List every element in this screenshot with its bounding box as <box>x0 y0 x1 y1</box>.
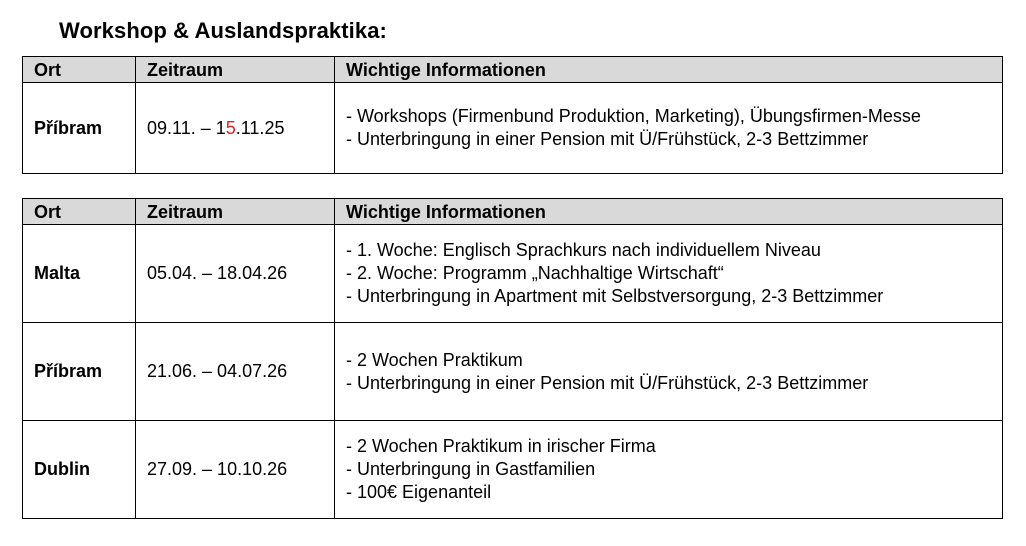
info-line: - 100€ Eigenanteil <box>346 482 492 502</box>
zeitraum-cell: 27.09. – 10.10.26 <box>136 421 335 519</box>
header-ort: Ort <box>23 199 136 225</box>
info-line: - Workshops (Firmenbund Produktion, Marketing), Übungsfirmen-Messe <box>346 106 921 126</box>
info-cell <box>335 83 1003 174</box>
table-row <box>23 225 1003 323</box>
zeitraum-cell: 21.06. – 04.07.26 <box>136 323 335 421</box>
info-line: - Unterbringung in Gastfamilien <box>346 459 596 479</box>
table-row <box>23 421 1003 519</box>
info-line: - Unterbringung in Apartment mit Selbstversorgung, 2-3 Bettzimmer <box>346 286 884 306</box>
table-header-row <box>23 57 1003 83</box>
ort-cell: Malta <box>23 225 136 323</box>
info-line: - 2. Woche: Programm „Nachhaltige Wirtschaft“ <box>346 263 724 283</box>
info-line: - 1. Woche: Englisch Sprachkurs nach individuellem Niveau <box>346 240 821 260</box>
table-header-row <box>23 199 1003 225</box>
info-line: - Unterbringung in einer Pension mit Ü/Frühstück, 2-3 Bettzimmer <box>346 129 869 149</box>
header-zeitraum: Zeitraum <box>136 199 335 225</box>
info-cell <box>335 421 1003 519</box>
header-info: Wichtige Informationen <box>335 199 1003 225</box>
info-line: - 2 Wochen Praktikum in irischer Firma <box>346 436 656 456</box>
table-row <box>23 323 1003 421</box>
zeitraum-highlight: 5 <box>225 117 236 138</box>
page-title: Workshop & Auslandspraktika: <box>59 18 387 43</box>
info-cell <box>335 323 1003 421</box>
zeitraum-cell: 05.04. – 18.04.26 <box>136 225 335 323</box>
zeitraum-cell <box>136 83 335 174</box>
header-zeitraum: Zeitraum <box>136 57 335 83</box>
header-info: Wichtige Informationen <box>335 57 1003 83</box>
table-row <box>23 83 1003 174</box>
ort-cell: Příbram <box>23 83 136 174</box>
zeitraum-end: .11.25 <box>235 117 285 138</box>
zeitraum-start: 09.11. – 1 <box>147 117 226 138</box>
ort-cell: Příbram <box>23 323 136 421</box>
info-line: - Unterbringung in einer Pension mit Ü/Frühstück, 2-3 Bettzimmer <box>346 372 869 393</box>
workshop-table <box>22 56 1003 174</box>
info-cell <box>335 225 1003 323</box>
auslandspraktika-table <box>22 198 1003 519</box>
info-line: - 2 Wochen Praktikum <box>346 349 523 370</box>
ort-cell: Dublin <box>23 421 136 519</box>
header-ort: Ort <box>23 57 136 83</box>
